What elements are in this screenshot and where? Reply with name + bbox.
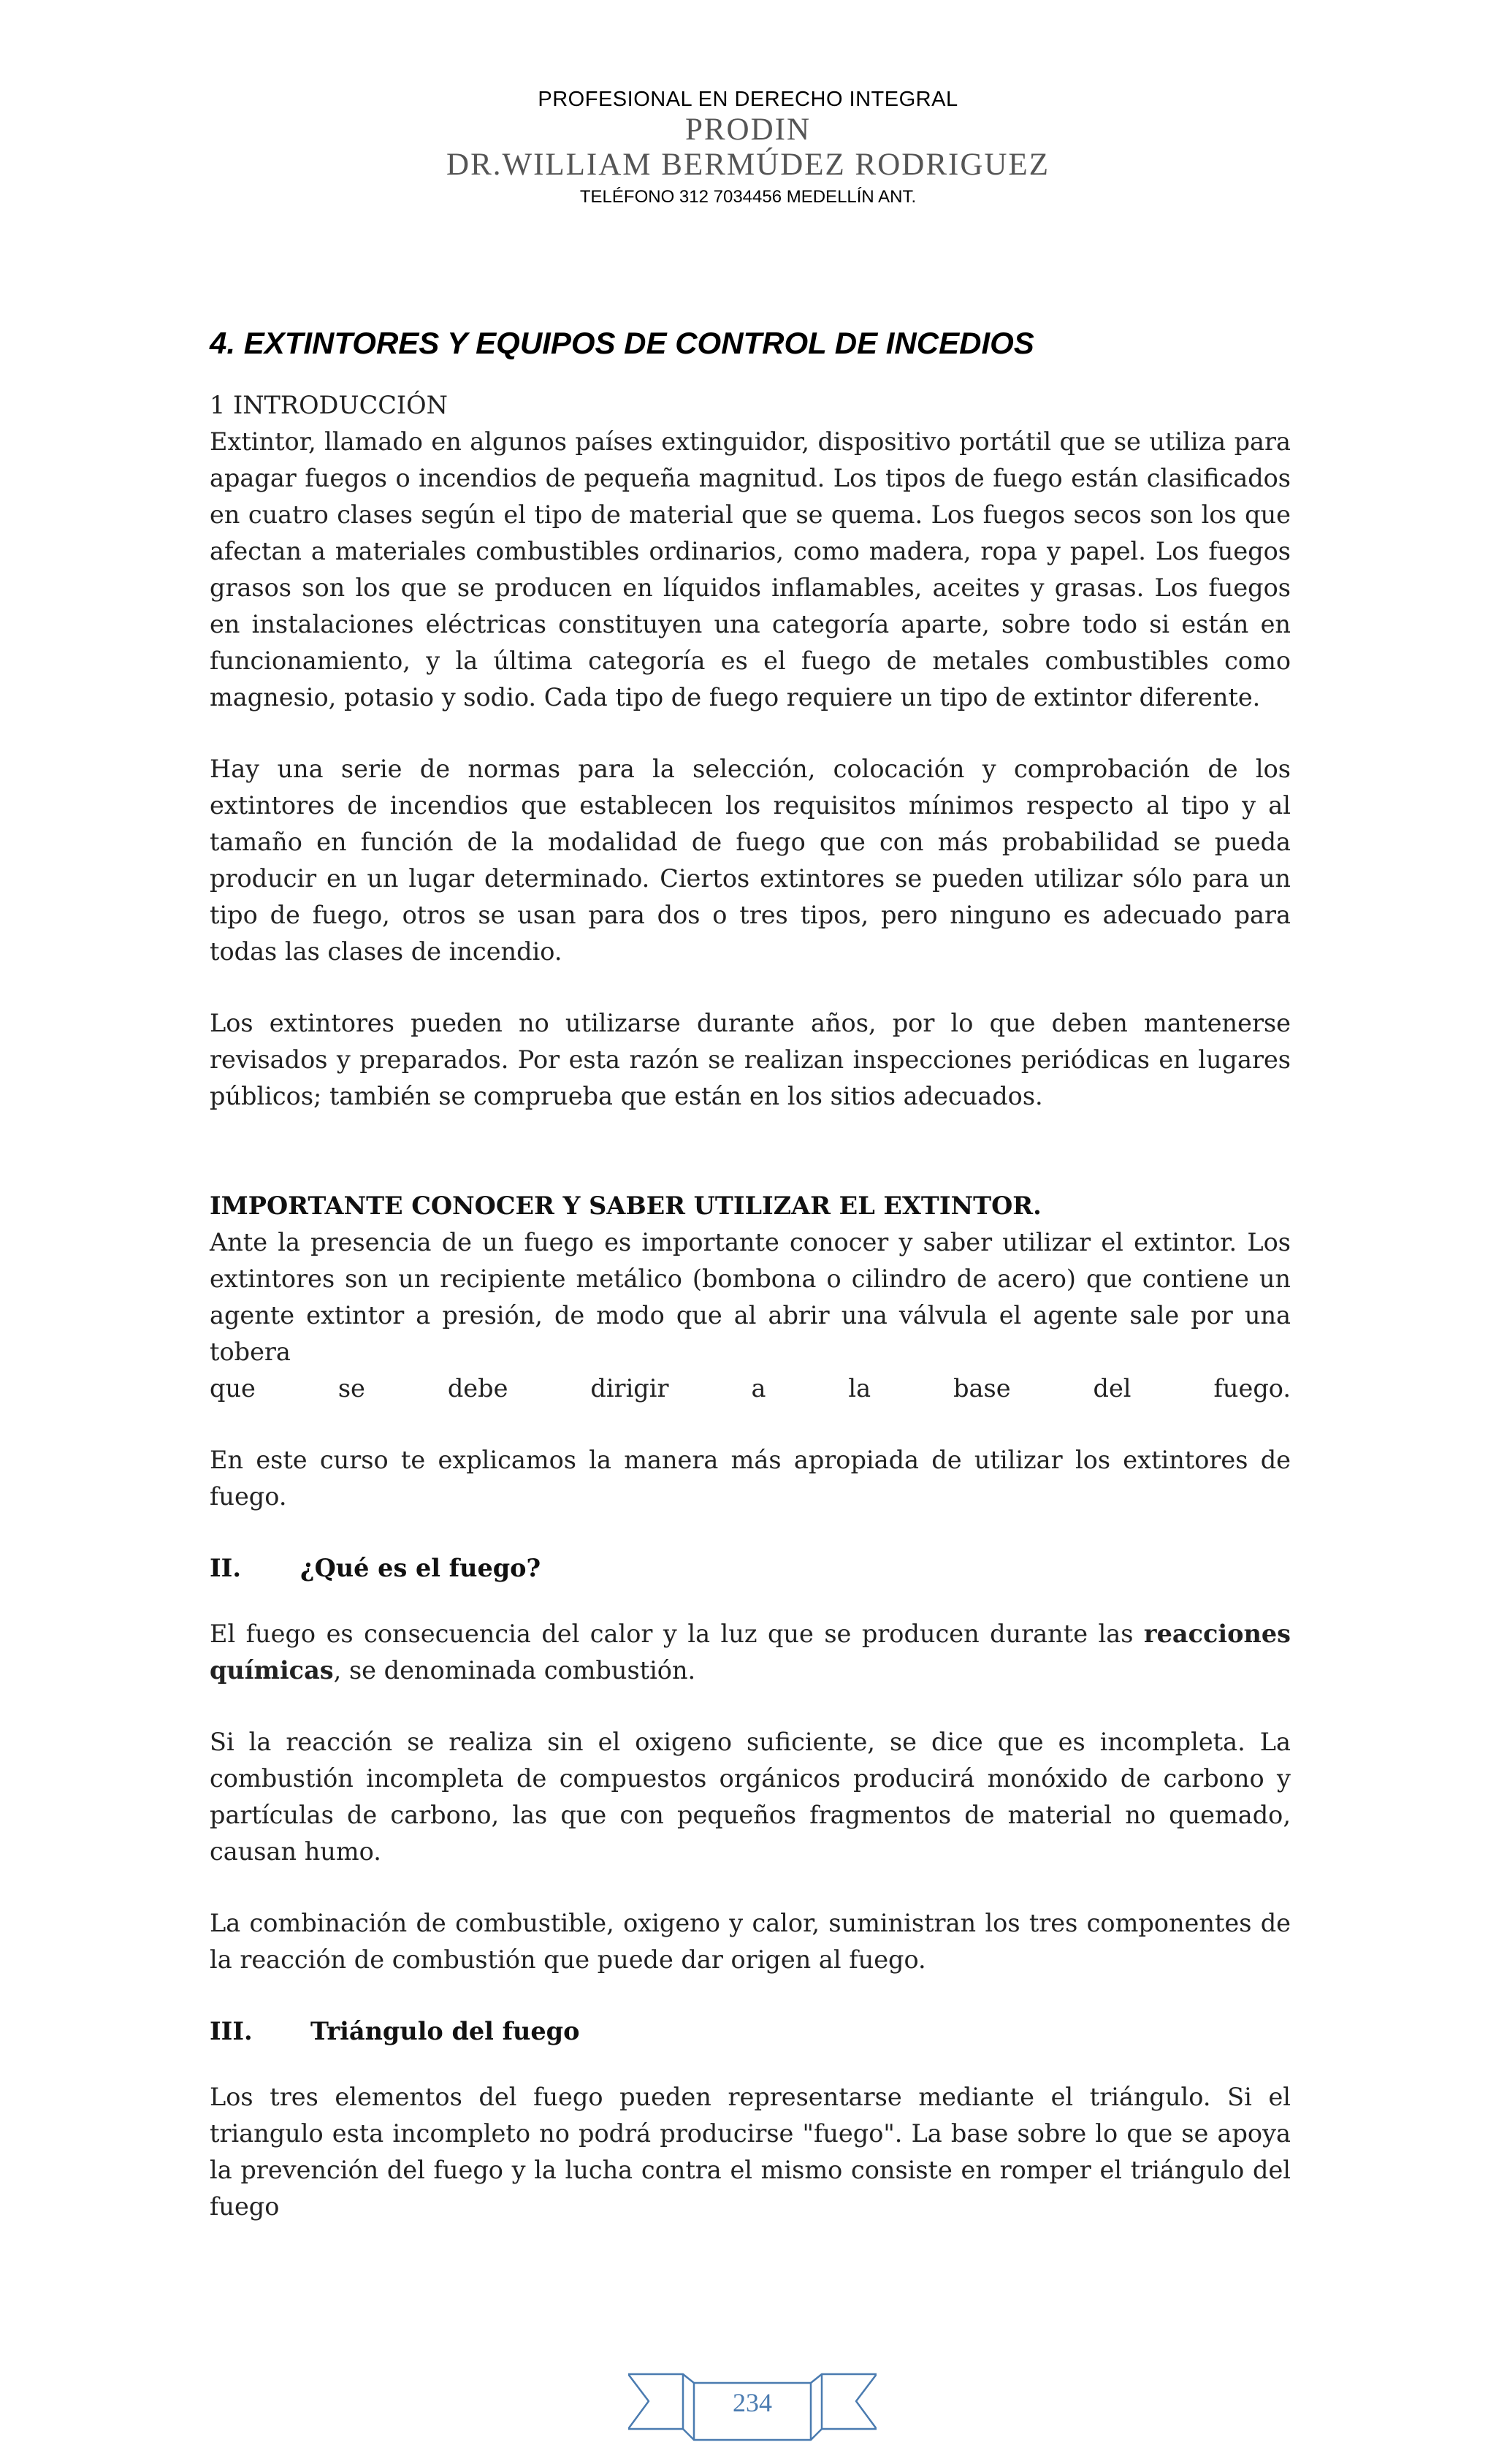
header-acronym: PRODIN [684, 112, 812, 147]
paragraph-tail: que se debe dirigir a la base del fuego. [210, 1374, 1291, 1403]
page-header [0, 86, 1496, 212]
paragraph: Ante la presencia de un fuego es importante conocer y saber utilizar el extintor. Los extintores son un recipiente metálico (bombona o cilindro de acero) que contiene un agente extintor a presión, de modo que al abrir una válvula el agente sale por una tobera [210, 1228, 1291, 1366]
bold-term: reacciones químicas [210, 1620, 1291, 1685]
paragraph: Si la reacción se realiza sin el oxigeno suficiente, se dice que es incompleta. La combustión incompleta de compuestos orgánicos producirá monóxido de carbono y partículas de carbono, las que con pequeños fragmentos de material no quemado, causan humo. [210, 1728, 1291, 1866]
paragraph: Los tres elementos del fuego pueden representarse mediante el triángulo. Si el triangulo esta incompleto no podrá producirse "fuego". La base sobre lo que se apoya la prevención del fuego y la lucha contra el mismo consiste en romper el triángulo del fuego [210, 2083, 1291, 2221]
important-heading: IMPORTANTE CONOCER Y SABER UTILIZAR EL EXTINTOR. [210, 1191, 1042, 1220]
paragraph: La combinación de combustible, oxigeno y calor, suministran los tres componentes de la reacción de combustión que puede dar origen al fuego. [210, 1909, 1291, 1974]
chapter-title: 4. EXTINTORES Y EQUIPOS DE CONTROL DE INCEDIOS [210, 326, 1034, 360]
text-run: El fuego es consecuencia del calor y la luz que se producen durante las [210, 1620, 1144, 1648]
paragraph [210, 1616, 1291, 1689]
intro-heading: 1 INTRODUCCIÓN [210, 391, 448, 419]
document-body [210, 321, 1291, 2225]
section-heading [210, 1550, 1291, 1587]
header-author: DR.WILLIAM BERMÚDEZ RODRIGUEZ [446, 148, 1050, 182]
header-contact: TELÉFONO 312 7034456 MEDELLÍN ANT. [579, 187, 917, 207]
section-title: ¿Qué es el fuego? [300, 1554, 541, 1582]
paragraph: Extintor, llamado en algunos países extinguidor, dispositivo portátil que se utiliza para apagar fuegos o incendios de pequeña magnitud. Los tipos de fuego están clasificados en cuatro clases según el tipo de material que se quema. Los fuegos secos son los que afectan a materiales combustibles ordinarios, como madera, ropa y papel. Los fuegos grasos son los que se producen en líquidos inflamables, aceites y grasas. Los fuegos en instalaciones eléctricas constituyen una categoría aparte, sobre todo si están en funcionamiento, y la última categoría es el fuego de metales combustibles como magnesio, potasio y sodio. Cada tipo de fuego requiere un tipo de extintor diferente. [210, 427, 1291, 712]
section-heading [210, 2013, 1291, 2050]
section-number: III. [210, 2017, 253, 2045]
page-number-ribbon [628, 2367, 877, 2455]
text-run: , se denominada combustión. [333, 1656, 696, 1685]
paragraph: Hay una serie de normas para la selección, colocación y comprobación de los extintores de incendios que establecen los requisitos mínimos respecto al tipo y al tamaño en función de la modalidad de fuego que con más probabilidad se pueda producir en un lugar determinado. Ciertos extintores se pueden utilizar sólo para un tipo de fuego, otros se usan para dos o tres tipos, pero ninguno es adecuado para todas las clases de incendio. [210, 755, 1291, 966]
section-number: II. [210, 1554, 242, 1582]
paragraph: En este curso te explicamos la manera más apropiada de utilizar los extintores de fuego. [210, 1446, 1291, 1511]
section-title: Triángulo del fuego [310, 2017, 580, 2045]
paragraph: Los extintores pueden no utilizarse durante años, por lo que deben mantenerse revisados y preparados. Por esta razón se realizan inspecciones periódicas en lugares públicos; también se comprueba que están en los sitios adecuados. [210, 1009, 1291, 1110]
header-firm-name: PROFESIONAL EN DERECHO INTEGRAL [538, 88, 958, 111]
page-number: 234 [733, 2388, 772, 2417]
